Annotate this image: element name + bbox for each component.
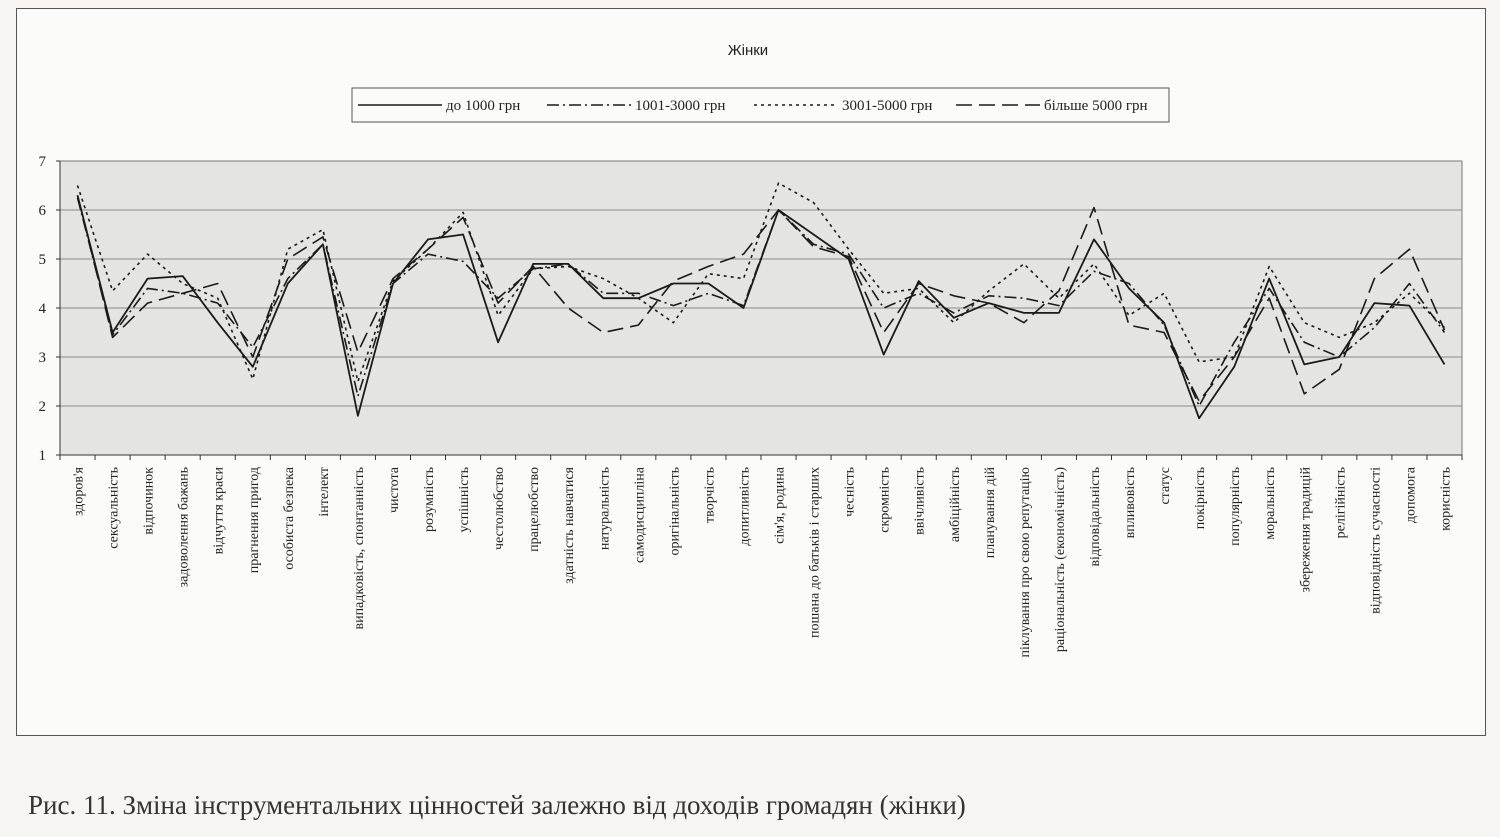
x-category-label: оригінальність	[667, 467, 683, 556]
x-category-label: допитливість	[737, 467, 753, 546]
x-category-label: планування дій	[982, 466, 998, 559]
x-category-label: допомога	[1403, 467, 1419, 524]
x-category-label: задоволення бажань	[176, 467, 192, 588]
x-category-label: амбіційність	[947, 467, 963, 543]
x-category-label: відпочинок	[141, 467, 157, 535]
y-tick-label: 6	[38, 203, 46, 219]
y-tick-label: 7	[38, 154, 46, 170]
x-category-label: здатність навчатися	[562, 467, 578, 584]
y-tick-label: 5	[38, 252, 46, 268]
y-tick-label: 2	[38, 399, 46, 415]
x-category-label: працелюбство	[527, 467, 543, 552]
x-category-label: випадковість, спонтанність	[351, 467, 367, 630]
x-category-label: прагнення пригод	[246, 467, 262, 574]
legend-label: 1001-3000 грн	[635, 98, 726, 114]
y-tick-label: 1	[38, 448, 46, 464]
x-category-label: сексуальність	[106, 467, 122, 549]
x-category-label: самодисципліна	[632, 467, 648, 563]
x-category-label: покірність	[1193, 467, 1209, 530]
legend-label: більше 5000 грн	[1044, 98, 1148, 114]
x-category-label: раціональність (економічність)	[1052, 467, 1068, 653]
x-category-label: збереження традицій	[1298, 467, 1314, 593]
x-category-label: відповідність сучасності	[1368, 467, 1384, 614]
x-category-label: інтелект	[316, 467, 332, 517]
y-tick-label: 3	[38, 350, 46, 366]
x-category-label: корисність	[1438, 467, 1454, 531]
x-category-label: ввічливість	[912, 467, 928, 535]
x-category-label: чесність	[842, 467, 858, 517]
x-category-label: сім'я, родина	[772, 467, 788, 544]
x-category-label: релігійність	[1333, 467, 1349, 539]
x-category-label: творчість	[702, 467, 718, 523]
x-category-label: успішність	[457, 467, 473, 533]
x-category-label: відчуття краси	[211, 467, 227, 555]
x-category-label: здоров'я	[71, 467, 87, 516]
x-category-label: чистота	[386, 467, 402, 513]
figure-caption: Рис. 11. Зміна інструментальних цінностей залежно від доходів громадян (жінки)	[28, 790, 966, 820]
x-category-label: популярність	[1228, 467, 1244, 546]
y-tick-label: 4	[38, 301, 46, 317]
legend-label: 3001-5000 грн	[842, 98, 933, 114]
x-category-label: скромність	[877, 467, 893, 533]
x-category-label: моральність	[1263, 467, 1279, 540]
x-category-label: честолюбство	[492, 467, 508, 550]
chart-title: Жінки	[727, 42, 769, 59]
x-category-label: натуральність	[597, 467, 613, 551]
x-category-label: розумність	[422, 467, 438, 533]
x-category-label: особиста безпека	[281, 467, 297, 570]
legend-label: до 1000 грн	[446, 98, 521, 114]
x-category-label: пошана до батьків і старших	[807, 467, 823, 638]
x-category-label: піклування про свою репутацію	[1017, 467, 1033, 658]
x-category-label: впливовість	[1123, 467, 1139, 539]
x-category-label: відповідальність	[1087, 467, 1103, 567]
x-category-label: статус	[1158, 467, 1174, 505]
